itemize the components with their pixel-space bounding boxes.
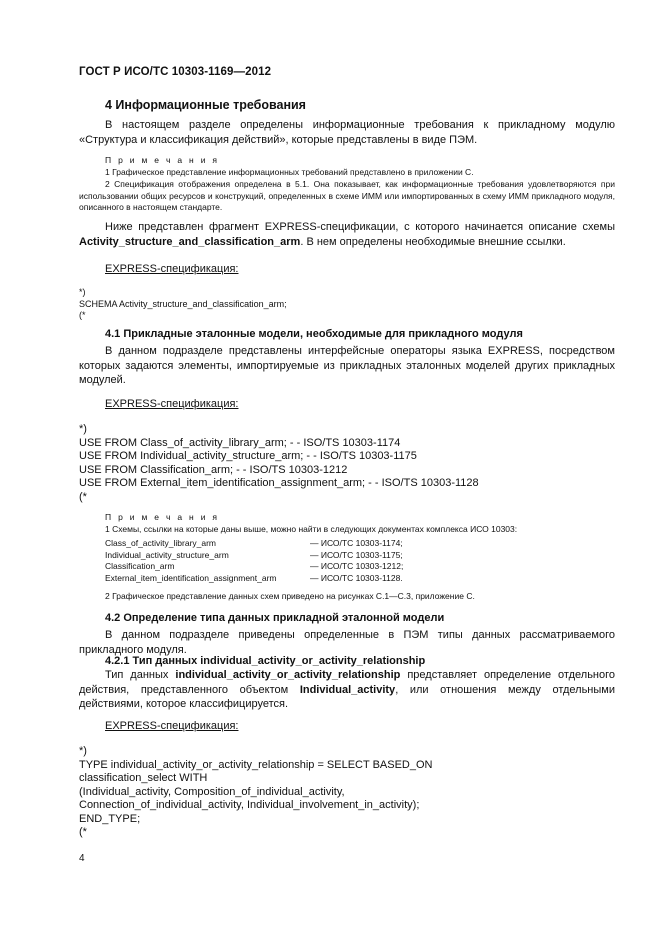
section-4-intro: В настоящем разделе определены информационные требования к прикладному модулю «Структура и классификация действий», которые представлены в виде ПЭМ. [79, 119, 615, 146]
code-line: TYPE individual_activity_or_activity_relationship = SELECT BASED_ON [79, 758, 433, 771]
note-2: 2 Графическое представление данных схем приведено на рисунках С.1—С.3, приложение С. [105, 591, 475, 601]
code-line: Connection_of_individual_activity, Individual_involvement_in_activity); [79, 799, 420, 811]
document-cell: — ИСО/ТС 10303-1174; [310, 538, 403, 548]
use-from-code-block [79, 423, 479, 504]
express-intro-text: Ниже представлен фрагмент EXPRESS-спецификации, с которого начинается описание схемы [105, 221, 615, 233]
section-4-2-title: 4.2 Определение типа данных прикладной эталонной модели [105, 612, 445, 624]
code-line: USE FROM Classification_arm; - - ISO/TS 10303-1212 [79, 463, 348, 476]
section-4-2-1-text [79, 668, 615, 712]
schema-cell: Individual_activity_structure_arm [105, 549, 229, 560]
section-4-title: 4 Информационные требования [105, 98, 306, 112]
schema-cell: Class_of_activity_library_arm [105, 538, 217, 548]
schema-cell: Classification_arm [105, 561, 175, 572]
code-line: classification_select WITH [79, 772, 208, 784]
type-name: individual_activity_or_activity_relationship [175, 669, 401, 681]
code-line: USE FROM Individual_activity_structure_arm; - - ISO/TS 10303-1175 [79, 450, 417, 462]
text-part: Тип данных [105, 669, 176, 681]
code-line: (* [79, 490, 87, 503]
type-code-block [79, 745, 433, 840]
section-4-1-title: 4.1 Прикладные эталонные модели, необходимые для прикладного модуля [105, 328, 523, 340]
express-label: EXPRESS-спецификация: [105, 263, 239, 275]
section-4-2-1-title: 4.2.1 Тип данных individual_activity_or_activity_relationship [105, 655, 426, 667]
code-line: END_TYPE; [79, 812, 141, 825]
section-4-2-text: В данном подразделе приведены определенные в ПЭМ типы данных рассматриваемого прикладного модуля. [79, 629, 615, 656]
code-line: (Individual_activity, Composition_of_individual_activity, [79, 785, 345, 798]
entity-name: Individual_activity [299, 683, 396, 696]
code-line: (* [79, 826, 87, 838]
express-intro-paragraph [79, 220, 615, 249]
express-intro-text-end: . В нем определены необходимые внешние ссылки. [300, 235, 566, 248]
code-line: *) [79, 423, 87, 435]
note-2: 2 Спецификация отображения определена в 5.1. Она показывает, как информационные требования удовлетворяются при использовании общих ресурсов и конструкций, определенных в схеме ИММ или импортированных в схему ИММ прикладного модуля, описанного в настоящем стандарте. [79, 179, 615, 212]
note-1: 1 Графическое представление информационных требований представлено в приложении С. [105, 167, 474, 177]
code-line: USE FROM Class_of_activity_library_arm; - - ISO/TS 10303-1174 [79, 436, 401, 449]
notes-title: П р и м е ч а н и я [105, 512, 220, 522]
code-line: SCHEMA Activity_structure_and_classification_arm; [79, 298, 287, 309]
schema-name: Activity_structure_and_classification_arm [79, 235, 301, 248]
document-cell: — ИСО/ТС 10303-1212; [310, 561, 404, 572]
code-line: *) [79, 287, 86, 297]
text-part: , или отношения между отдельными действиями, которое классифицируется. [79, 683, 615, 710]
schema-code-block [79, 287, 287, 322]
code-line: USE FROM External_item_identification_assignment_arm; - - ISO/TS 10303-1128 [79, 477, 479, 489]
text-part: представляет определение отдельного действия, представленного объектом [79, 669, 616, 696]
notes-title: П р и м е ч а н и я [105, 155, 220, 165]
code-line: (* [79, 310, 86, 320]
page-number: 4 [79, 853, 85, 864]
section-4-1-text: В данном подразделе представлены интерфейсные операторы языка EXPRESS, посредством которых задаются элементы, импортируемые из прикладных эталонных моделей других прикладных модулей. [79, 345, 615, 386]
code-line: *) [79, 745, 87, 757]
express-label: EXPRESS-спецификация: [105, 720, 239, 732]
document-header: ГОСТ Р ИСО/ТС 10303-1169—2012 [79, 66, 272, 78]
document-cell: — ИСО/ТС 10303-1128. [310, 572, 403, 583]
note-1: 1 Схемы, ссылки на которые даны выше, можно найти в следующих документах комплекса ИСО 10303: [105, 524, 518, 534]
schema-cell: External_item_identification_assignment_arm [105, 572, 277, 583]
express-label: EXPRESS-спецификация: [105, 398, 239, 410]
document-cell: — ИСО/ТС 10303-1175; [310, 549, 403, 560]
